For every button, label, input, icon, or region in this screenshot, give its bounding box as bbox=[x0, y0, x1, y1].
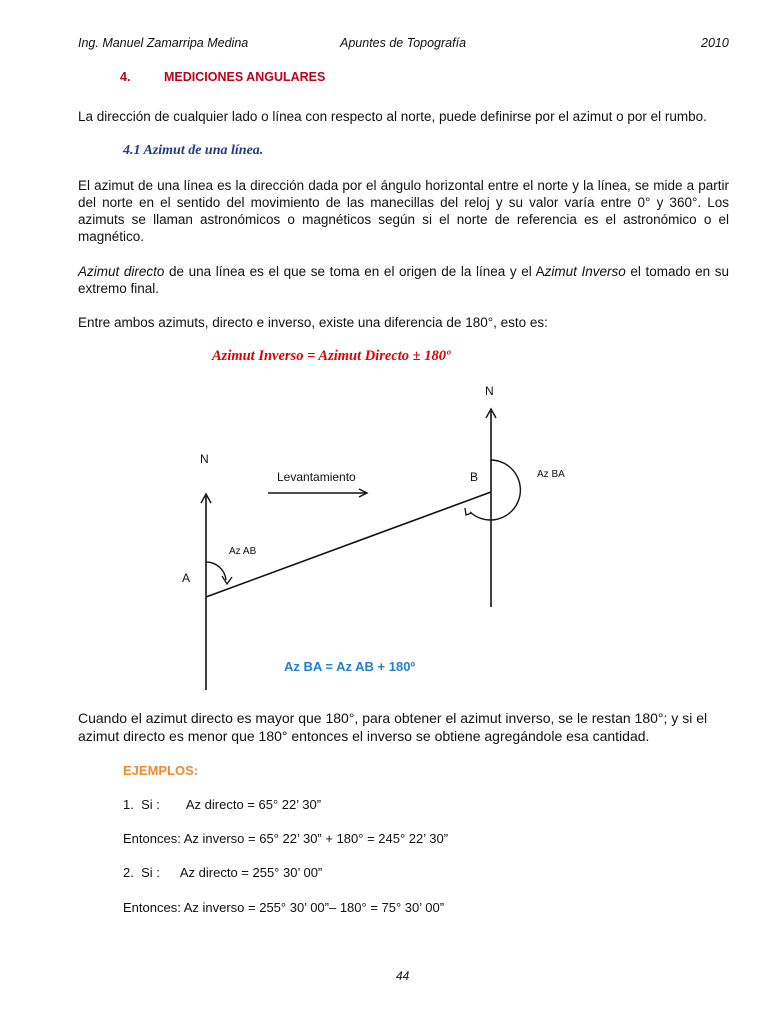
page-number: 44 bbox=[396, 969, 410, 983]
examples-title: EJEMPLOS: bbox=[123, 763, 199, 778]
subsection-title: 4.1 Azimut de una línea. bbox=[123, 143, 264, 158]
line-ab bbox=[206, 492, 491, 597]
az-ba-arrowhead bbox=[465, 508, 472, 515]
az-ba-arc bbox=[470, 460, 520, 520]
header-title: Apuntes de Topografía bbox=[340, 36, 467, 50]
rule-paragraph: Cuando el azimut directo es mayor que 180°, para obtener el azimut inverso, se le restan 180°; y si el azimut directo es menor que 180° entonces el inverso se obtiene agregándole esa cantidad. bbox=[78, 710, 708, 744]
survey-label: Levantamiento bbox=[277, 470, 356, 484]
section-title: MEDICIONES ANGULARES bbox=[164, 70, 326, 84]
example-1-result: Entonces: Az inverso = 65° 22’ 30” + 180° = 245° 22’ 30” bbox=[123, 831, 449, 846]
term-azimut-inverso: zimut Inverso bbox=[544, 264, 626, 279]
example-number: 1. bbox=[123, 797, 134, 812]
example-1-given bbox=[123, 797, 321, 812]
north-label-b: N bbox=[485, 384, 494, 398]
example-number: 2. bbox=[123, 865, 134, 880]
example-2-given bbox=[123, 865, 322, 880]
point-a-label: A bbox=[182, 571, 191, 585]
difference-paragraph: Entre ambos azimuts, directo e inverso, existe una diferencia de 180°, esto es: bbox=[78, 315, 548, 330]
example-given-value: Az directo = 255° 30’ 00” bbox=[179, 865, 323, 880]
intro-paragraph: La dirección de cualquier lado o línea con respecto al norte, puede definirse por el azimut o por el rumbo. bbox=[78, 109, 707, 124]
term-azimut-directo: Azimut directo bbox=[78, 264, 165, 279]
header-year: 2010 bbox=[701, 36, 729, 50]
north-label-a: N bbox=[200, 452, 209, 466]
example-si: Si : bbox=[141, 865, 160, 880]
section-number: 4. bbox=[120, 70, 131, 84]
header-author: Ing. Manuel Zamarripa Medina bbox=[78, 36, 249, 50]
az-ba-label: Az BA bbox=[537, 469, 565, 480]
example-si: Si : bbox=[141, 797, 160, 812]
paragraph-text: de una línea es el que se toma en el origen de la línea y el A bbox=[164, 264, 545, 279]
paragraph-text: el tomado en su extremo final. bbox=[78, 264, 729, 296]
example-2-result: Entonces: Az inverso = 255° 30’ 00”– 180° = 75° 30’ 00” bbox=[123, 900, 445, 915]
inverse-azimut-formula: Azimut Inverso = Azimut Directo ± 180º bbox=[212, 348, 451, 364]
azimut-definition-paragraph: El azimut de una línea es la dirección dada por el ángulo horizontal entre el norte y la línea, se mide a partir del norte en el sentido del movimiento de las manecillas del reloj y su valor varía entre 0° y 360°. Los azimuts se llaman astronómicos o magnéticos según si el norte de referencia es el astronómico o el magnético. bbox=[78, 178, 729, 244]
az-ab-label: Az AB bbox=[229, 546, 257, 557]
example-given-value: Az directo = 65° 22’ 30” bbox=[185, 797, 322, 812]
point-b-label: B bbox=[470, 470, 479, 484]
az-ab-arrowhead bbox=[222, 576, 232, 584]
az-ba-formula: Az BA = Az AB + 180º bbox=[284, 659, 416, 674]
